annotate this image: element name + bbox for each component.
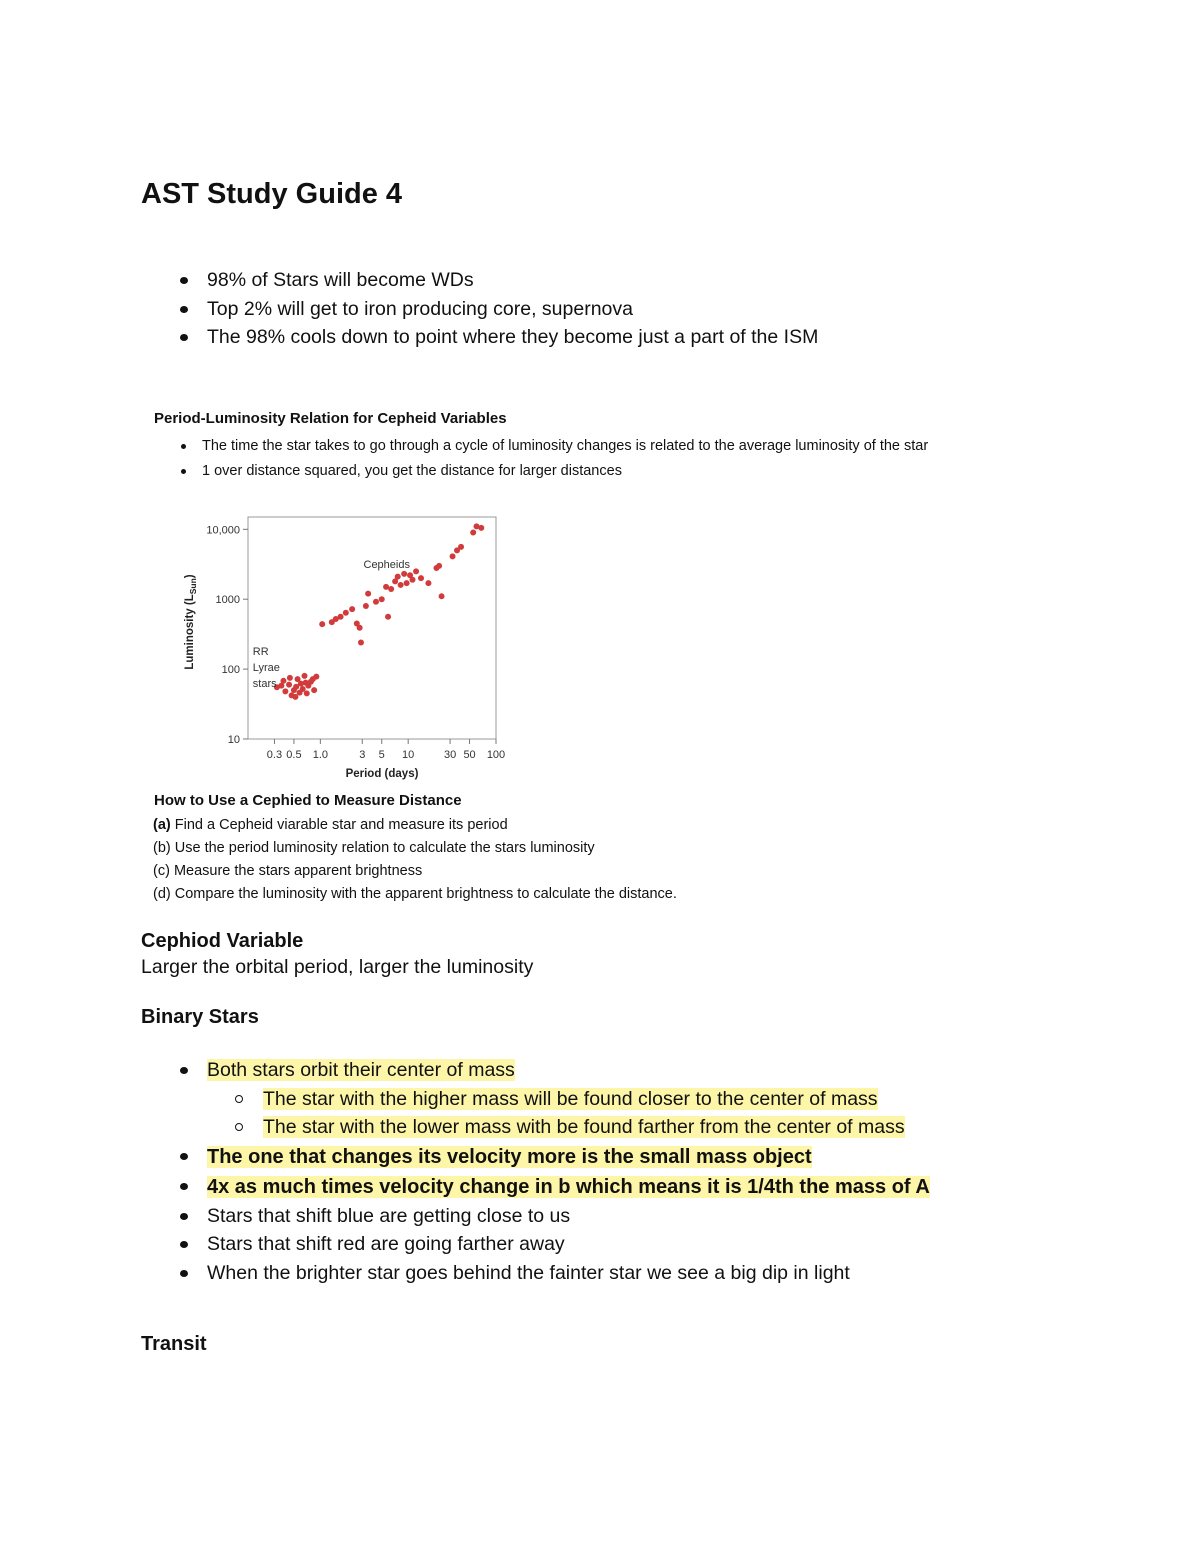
- sub-list-item: [207, 1113, 930, 1142]
- list-item: Stars that shift blue are getting close to us: [178, 1202, 930, 1231]
- data-point: [398, 582, 404, 588]
- sub-list: [207, 1085, 930, 1142]
- data-point: [338, 614, 344, 620]
- step-item: [153, 860, 677, 883]
- data-point: [358, 640, 364, 646]
- highlighted-text: The star with the lower mass with be found farther from the center of mass: [263, 1116, 905, 1138]
- highlighted-text: Both stars orbit their center of mass: [207, 1059, 515, 1081]
- list-item: [178, 1142, 930, 1172]
- highlighted-text: The star with the higher mass will be found closer to the center of mass: [263, 1087, 878, 1110]
- period-luminosity-list: [180, 434, 928, 484]
- data-point: [278, 683, 284, 689]
- step-text: Use the period luminosity relation to calculate the stars luminosity: [170, 840, 595, 856]
- x-tick-label: 100: [486, 749, 506, 761]
- sub-list-item: [207, 1085, 930, 1114]
- x-axis-label: Period (days): [345, 768, 419, 780]
- data-point: [311, 687, 317, 693]
- data-point: [379, 596, 385, 602]
- data-point: [282, 688, 288, 694]
- data-point: [404, 580, 410, 586]
- list-item: 1 over distance squared, you get the distance for larger distances: [180, 459, 928, 484]
- list-item: The 98% cools down to point where they become just a part of the ISM: [178, 323, 818, 352]
- transit-heading: Transit: [141, 1333, 207, 1355]
- data-point: [478, 525, 484, 531]
- data-point: [410, 577, 416, 583]
- data-point: [395, 574, 401, 580]
- list-item: When the brighter star goes behind the fainter star we see a big dip in light: [178, 1259, 930, 1288]
- data-point: [303, 680, 309, 686]
- x-tick-label: 0.5: [286, 749, 302, 761]
- y-tick-label: 10,000: [206, 524, 240, 537]
- data-point: [413, 568, 419, 574]
- x-tick-label: 5: [378, 749, 385, 761]
- binary-stars-list: [178, 1056, 930, 1287]
- x-tick-label: 10: [402, 749, 415, 761]
- step-text: Compare the luminosity with the apparent brightness to calculate the distance.: [170, 886, 677, 902]
- data-point: [450, 553, 456, 559]
- data-point: [436, 563, 442, 569]
- step-item: [153, 837, 677, 860]
- step-text: Find a Cepheid viarable star and measure its period: [170, 817, 508, 833]
- data-point: [439, 593, 445, 599]
- data-point: [365, 591, 371, 597]
- period-luminosity-chart: [176, 505, 521, 787]
- y-axis-label: Luminosity $(L_{Sun})$: [184, 574, 198, 670]
- list-item: Top 2% will get to iron producing core, supernova: [178, 295, 818, 324]
- data-point: [373, 599, 379, 605]
- rr-lyrae-annotation: RR: [252, 645, 269, 658]
- data-point: [343, 610, 349, 616]
- highlighted-bold-text: 4x as much times velocity change in b which means it is 1/4th the mass of A: [207, 1175, 930, 1198]
- period-luminosity-heading: Period-Luminosity Relation for Cepheid Variables: [154, 410, 507, 427]
- rr-lyrae-annotation: stars: [252, 677, 277, 690]
- step-label: (b): [153, 840, 171, 856]
- data-point: [425, 580, 431, 586]
- data-point: [292, 694, 298, 700]
- binary-stars-heading: Binary Stars: [141, 1006, 259, 1028]
- step-label: (c): [153, 863, 170, 879]
- data-point: [319, 621, 325, 627]
- step-item: [153, 814, 677, 837]
- cepheid-variable-text: Larger the orbital period, larger the luminosity: [141, 956, 534, 978]
- data-point: [418, 575, 424, 581]
- y-tick-label: 1000: [215, 594, 240, 607]
- intro-list: [178, 266, 818, 352]
- data-point: [302, 673, 308, 679]
- page-title: AST Study Guide 4: [141, 178, 403, 210]
- data-point: [401, 571, 407, 577]
- step-text: Measure the stars apparent brightness: [169, 863, 423, 879]
- data-point: [287, 675, 293, 681]
- cepheid-variable-heading: Cephiod Variable: [141, 930, 304, 952]
- x-tick-label: 30: [443, 749, 457, 761]
- list-item: The time the star takes to go through a cycle of luminosity changes is related to the average luminosity of the star: [180, 434, 928, 459]
- list-item: 98% of Stars will become WDs: [178, 266, 818, 295]
- step-label: (a): [153, 817, 171, 833]
- data-point: [385, 614, 391, 620]
- data-point: [304, 690, 310, 696]
- data-point: [349, 606, 355, 612]
- cepheids-annotation: Cepheids: [363, 558, 410, 571]
- howto-heading: How to Use a Cephied to Measure Distance: [154, 792, 462, 809]
- data-point: [388, 586, 394, 592]
- data-point: [363, 603, 369, 609]
- x-tick-label: 50: [463, 749, 476, 761]
- step-label: (d): [153, 886, 171, 902]
- list-item: [178, 1172, 930, 1202]
- y-tick-label: 10: [227, 734, 240, 746]
- y-tick-label: 100: [221, 664, 240, 677]
- data-point: [286, 682, 292, 688]
- step-item: [153, 883, 677, 906]
- x-tick-label: 3: [359, 749, 366, 761]
- x-tick-label: 1.0: [312, 749, 329, 761]
- data-point: [470, 530, 476, 536]
- data-point: [313, 674, 319, 680]
- data-point: [458, 544, 464, 550]
- rr-lyrae-annotation: Lyrae: [252, 661, 280, 674]
- list-item: Stars that shift red are going farther away: [178, 1230, 930, 1259]
- list-item: [178, 1056, 930, 1142]
- highlighted-bold-text: The one that changes its velocity more is the small mass object: [207, 1145, 812, 1168]
- x-tick-label: 0.3: [266, 749, 283, 761]
- howto-steps: [153, 814, 677, 906]
- data-point: [357, 625, 363, 631]
